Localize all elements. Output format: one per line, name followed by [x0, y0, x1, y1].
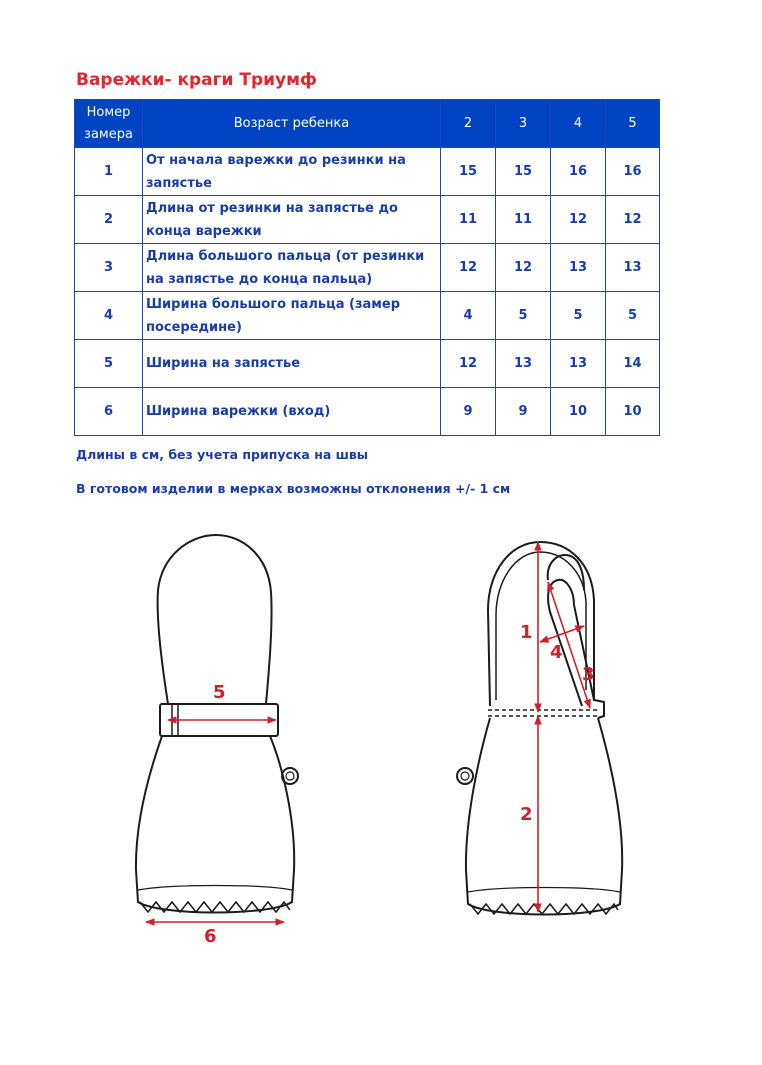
measure-number: 4: [75, 292, 143, 340]
measure-description: От начала варежки до резинки на запястье: [143, 148, 441, 196]
measure-number: 5: [75, 340, 143, 388]
header-measure-number: Номер замера: [75, 100, 143, 148]
mitten-outside: [136, 535, 298, 913]
header-size: 5: [606, 100, 660, 148]
header-size: 4: [551, 100, 606, 148]
measure-value: 10: [606, 388, 660, 436]
measure-description: Ширина большого пальца (замер посередине): [143, 292, 441, 340]
measure-number: 1: [75, 148, 143, 196]
measure-value: 13: [551, 340, 606, 388]
measure-description: Ширина на запястье: [143, 340, 441, 388]
table-row: [75, 292, 660, 340]
measure-label-1: 1: [520, 622, 533, 643]
measure-line-4: [540, 626, 584, 642]
measure-description: Длина от резинки на запястье до конца варежки: [143, 196, 441, 244]
mitten-top-outline: [158, 535, 272, 704]
measure-lines-right: [538, 542, 590, 912]
header-size: 2: [441, 100, 496, 148]
measure-value: 5: [496, 292, 551, 340]
cuff-hem: [140, 902, 290, 912]
measure-value: 16: [551, 148, 606, 196]
table-row: [75, 196, 660, 244]
measure-number: 6: [75, 388, 143, 436]
measure-value: 12: [441, 340, 496, 388]
measure-label-5: 5: [213, 682, 226, 703]
measure-value: 10: [551, 388, 606, 436]
hanging-loop: [282, 768, 298, 784]
tolerance-note: В готовом изделии в мерках возможны отклонения +/- 1 см: [76, 481, 511, 496]
measure-value: 16: [606, 148, 660, 196]
size-table: [74, 99, 660, 436]
table-header-row: [75, 100, 660, 148]
measure-description: Ширина варежки (вход): [143, 388, 441, 436]
measure-value: 12: [551, 196, 606, 244]
hanging-loop: [457, 768, 473, 784]
measure-lines-left: [146, 720, 284, 922]
mitten-palm: [457, 542, 622, 915]
measure-value: 14: [606, 340, 660, 388]
measure-value: 5: [606, 292, 660, 340]
table-row: [75, 148, 660, 196]
measure-label-2: 2: [520, 804, 533, 825]
header-child-age: Возраст ребенка: [143, 100, 441, 148]
measure-value: 9: [441, 388, 496, 436]
measure-value: 4: [441, 292, 496, 340]
measure-label-4: 4: [550, 642, 563, 663]
palm-cuff-outline: [466, 718, 622, 915]
measure-label-6: 6: [204, 926, 217, 947]
header-size: 3: [496, 100, 551, 148]
measure-value: 5: [551, 292, 606, 340]
table-row: [75, 388, 660, 436]
page-title: Варежки- краги Триумф: [76, 70, 317, 90]
measure-value: 13: [496, 340, 551, 388]
measure-description: Длина большого пальца (от резинки на запястье до конца пальца): [143, 244, 441, 292]
table-row: [75, 340, 660, 388]
measure-value: 12: [606, 196, 660, 244]
measure-number: 2: [75, 196, 143, 244]
measure-value: 13: [551, 244, 606, 292]
measure-value: 15: [496, 148, 551, 196]
measure-value: 12: [441, 244, 496, 292]
palm-cuff-hem: [470, 904, 618, 914]
measure-value: 11: [496, 196, 551, 244]
table-row: [75, 244, 660, 292]
measure-value: 12: [496, 244, 551, 292]
measure-value: 15: [441, 148, 496, 196]
measure-value: 9: [496, 388, 551, 436]
measure-value: 11: [441, 196, 496, 244]
mitten-diagram: [0, 520, 762, 960]
units-note: Длины в см, без учета припуска на швы: [76, 447, 369, 462]
measure-label-3: 3: [582, 664, 595, 685]
measure-number: 3: [75, 244, 143, 292]
measure-value: 13: [606, 244, 660, 292]
